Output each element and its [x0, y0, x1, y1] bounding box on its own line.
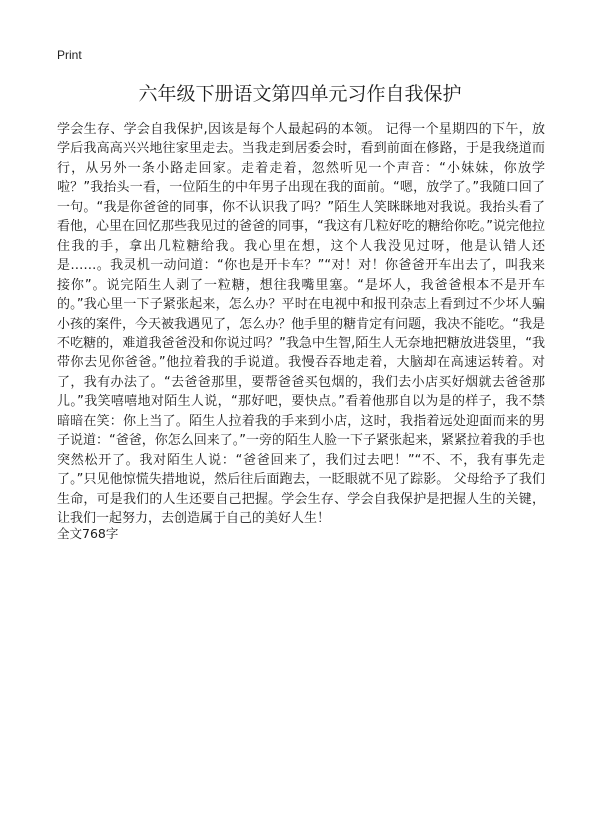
article-body: 学会生存、学会自我保护,因该是每个人最起码的本领。 记得一个星期四的下午，放学后我高高兴兴地往家里走去。当我走到居委会时，看到前面在修路，于是我绕道而行，从另外一条小路走回家。走着走着，忽然听见一个声音：“小妹妹，你放学啦？”我抬头一看，一位陌生的中年男子出现在我的面前。“嗯，放学了。”我随口回了一句。“我是你爸爸的同事，你不认识我了吗？”陌生人笑眯眯地对我说。我抬头看了看他，心里在回忆那些我见过的爸爸的同事，“我这有几粒好吃的糖给你吃。”说完他拉住我的手，拿出几粒糖给我。我心里在想，这个人我没见过呀，他是认错人还是……。我灵机一动问道：“你也是开卡车？”“对！对！你爸爸开车出去了，叫我来接你”。说完陌生人剥了一粒糖，想往我嘴里塞。“是坏人，我爸爸根本不是开车的。”我心里一下子紧张起来，怎么办？平时在电视中和报刊杂志上看到过不少坏人骗小孩的案件，今天被我遇见了，怎么办？他手里的糖肯定有问题，我决不能吃。“我是不吃糖的，难道我爸爸没和你说过吗？”我急中生智,陌生人无奈地把糖放进袋里，“我带你去见你爸爸。”他拉着我的手说道。我慢吞吞地走着，大脑却在高速运转着。对了，我有办法了。“去爸爸那里，要帮爸爸买包烟的，我们去小店买好烟就去爸爸那儿。”我笑嘻嘻地对陌生人说，“那好吧，要快点。”看着他那自以为是的样子，我不禁暗暗在笑：你上当了。陌生人拉着我的手来到小店，这时，我指着远处迎面而来的男子说道：“爸爸，你怎么回来了。”一旁的陌生人脸一下子紧张起来，紧紧拉着我的手也突然松开了。我对陌生人说：“爸爸回来了，我们过去吧！”“不、不，我有事先走了。”只见他惊慌失措地说，然后往后面跑去，一眨眼就不见了踪影。 父母给予了我们生命，可是我们的人生还要自己把握。学会生存、学会自我保护是把握人生的关键，让我们一起努力，去创造属于自己的美好人生！ — [57, 122, 545, 527]
print-link[interactable]: Print — [57, 48, 82, 62]
word-count: 全文768字 — [57, 526, 119, 541]
article-title: 六年级下册语文第四单元习作自我保护 — [138, 83, 462, 105]
